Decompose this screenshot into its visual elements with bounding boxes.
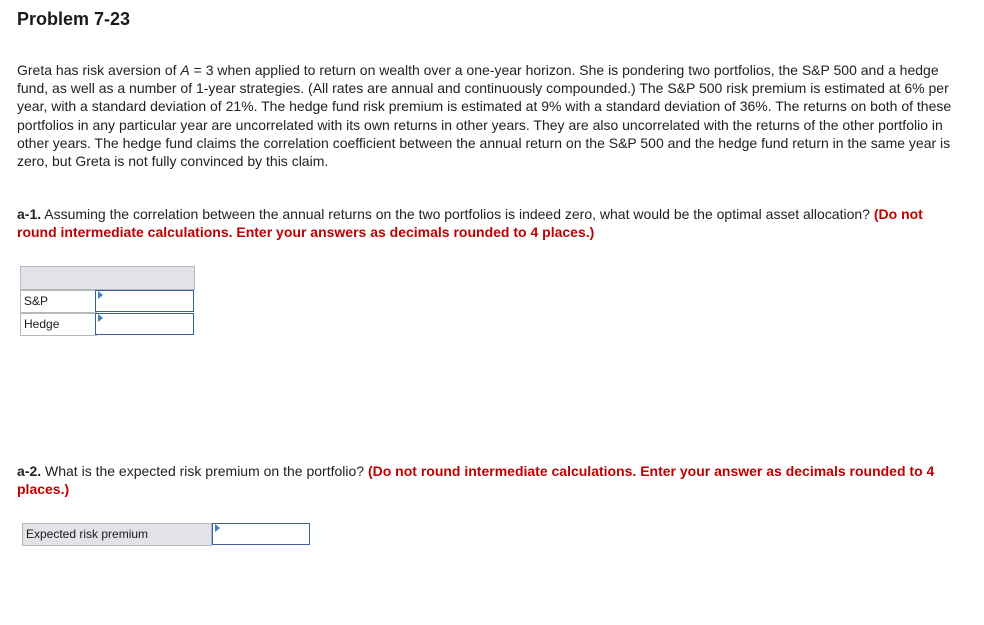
allocation-row-hedge (20, 313, 195, 335)
question-a1 (17, 205, 962, 241)
problem-statement (17, 61, 962, 170)
intro-text-rest: = 3 when applied to return on wealth over a one-year horizon. She is pondering two portfolios, the S&P 500 and a hedge fund, as well as a number of 1-year strategies. (All rates are annual and continuously compounded.) The S&P 500 risk premium is estimated at 6% per year, with a standard deviation of 21%. The hedge fund risk premium is estimated at 9% with a standard deviation of 36%. The returns on both of these portfolios in any particular year are uncorrelated with its own returns in other years. They are also uncorrelated with the returns of the other portfolio in other years. The hedge fund claims the correlation coefficient between the annual return on the S&P 500 and the hedge fund return in the same year is zero, but Greta is not fully convinced by this claim. (17, 62, 952, 170)
intro-text-start: Greta has risk aversion of (17, 62, 181, 78)
allocation-label-sp: S&P (20, 290, 97, 313)
allocation-label-hedge: Hedge (20, 313, 97, 336)
expected-risk-premium-label: Expected risk premium (22, 523, 212, 546)
question-a1-text: Assuming the correlation between the annual returns on the two portfolios is indeed zero, what would be the optimal asset allocation? (41, 206, 874, 222)
allocation-table-header (20, 266, 195, 290)
question-a2-text: What is the expected risk premium on the portfolio? (41, 463, 368, 479)
question-a2-label: a-2. (17, 463, 42, 479)
question-a1-instruction: (Do not round intermediate calculations. Enter your answers as decimals rounded to 4 places.) (17, 206, 923, 240)
question-a2-instruction: (Do not round intermediate calculations. Enter your answer as decimals rounded to 4 places.) (17, 463, 935, 497)
question-a1-label: a-1. (17, 206, 42, 222)
expected-risk-premium-row (22, 523, 312, 547)
problem-title: Problem 7-23 (17, 9, 131, 29)
allocation-row-sp (20, 290, 195, 312)
expected-risk-premium-input[interactable] (212, 523, 310, 545)
risk-aversion-variable: A (180, 62, 190, 78)
sp-weight-input[interactable] (95, 290, 194, 312)
question-a2 (17, 462, 962, 498)
hedge-weight-input[interactable] (95, 313, 194, 335)
